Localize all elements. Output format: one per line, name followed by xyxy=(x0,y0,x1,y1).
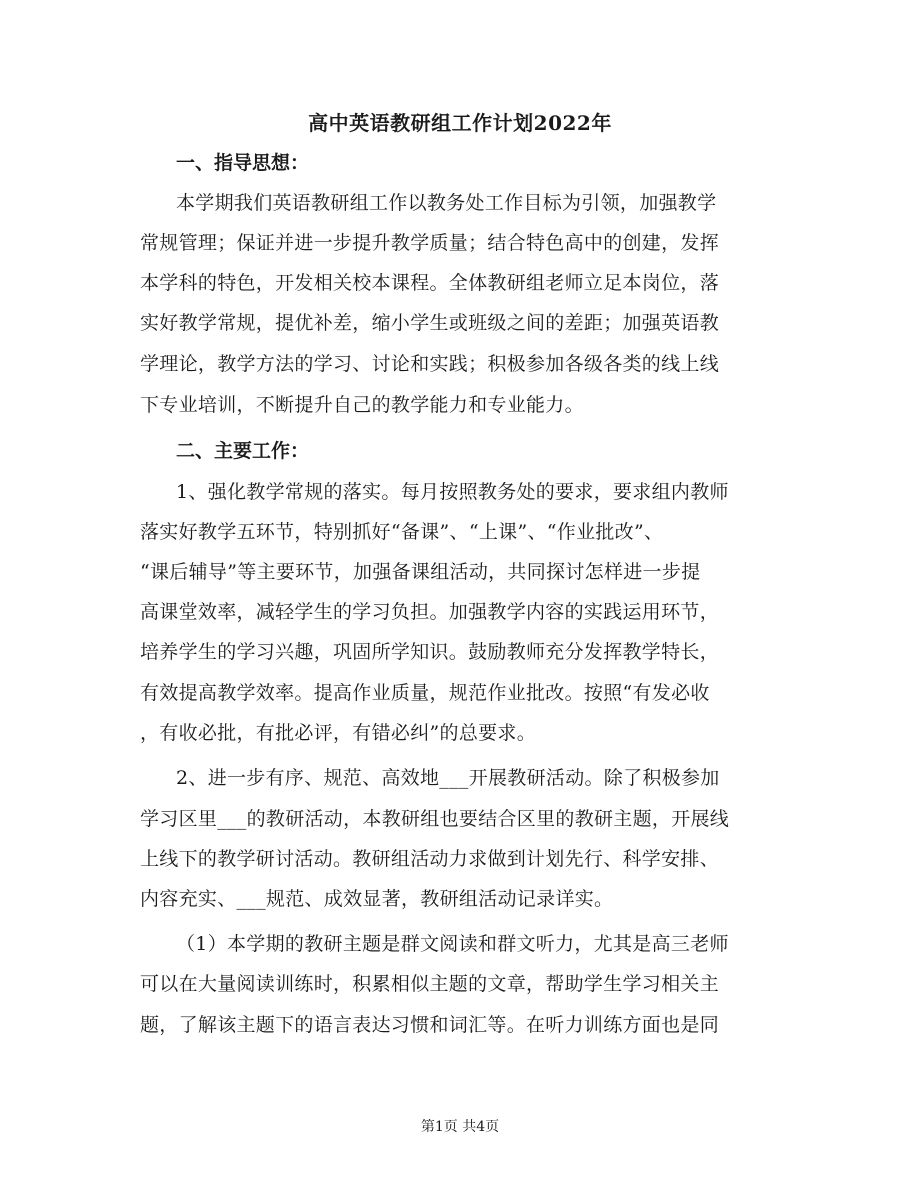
text-line: 1、强化教学常规的落实。每月按照教务处的要求，要求组内教师 xyxy=(176,481,729,503)
text-line: 学理论，教学方法的学习、讨论和实践；积极参加各级各类的线上线 xyxy=(140,353,720,375)
text-line: 落实好教学五环节，特别抓好“备课”、“上课”、“作业批改”、 xyxy=(140,521,664,543)
document-title: 高中英语教研组工作计划2022年 xyxy=(308,111,612,135)
text-line: 2、进一步有序、规范、高效地___开展教研活动。除了积极参加 xyxy=(176,767,720,789)
section-heading-guiding-ideology: 一、指导思想： xyxy=(176,152,310,174)
text-line: 有效提高教学效率。提高作业质量，规范作业批改。按照“有发必收 xyxy=(140,682,710,704)
text-line: “课后辅导”等主要环节，加强备课组活动，共同探讨怎样进一步提 xyxy=(140,561,701,583)
text-line: 培养学生的学习兴趣，巩固所学知识。鼓励教师充分发挥教学特长， xyxy=(140,641,720,663)
text-line: （1）本学期的教研主题是群文阅读和群文听力，尤其是高三老师 xyxy=(176,933,729,955)
text-line: 题，了解该主题下的语言表达习惯和词汇等。在听力训练方面也是同 xyxy=(140,1014,720,1036)
section-heading-main-work: 二、主要工作： xyxy=(176,440,310,462)
text-line: 学习区里___的教研活动，本教研组也要结合区里的教研主题，开展线 xyxy=(140,808,730,830)
text-line: 实好教学常规，提优补差，缩小学生或班级之间的差距；加强英语教 xyxy=(140,312,720,334)
text-line: 可以在大量阅读训练时，积累相似主题的文章，帮助学生学习相关主 xyxy=(140,973,720,995)
text-line: 本学科的特色，开发相关校本课程。全体教研组老师立足本岗位，落 xyxy=(140,272,720,294)
text-line: 上线下的教学研讨活动。教研组活动力求做到计划先行、科学安排、 xyxy=(140,848,720,870)
text-line: 高课堂效率，减轻学生的学习负担。加强教学内容的实践运用环节， xyxy=(140,601,720,623)
text-line: 下专业培训，不断提升自己的教学能力和专业能力。 xyxy=(140,394,584,416)
text-line: 本学期我们英语教研组工作以教务处工作目标为引领，加强教学 xyxy=(176,192,717,214)
text-line: 内容充实、___规范、成效显著，教研组活动记录详实。 xyxy=(140,888,614,910)
text-line: ，有收必批，有批必评，有错必纠”的总要求。 xyxy=(140,722,537,744)
text-line: 常规管理；保证并进一步提升教学质量；结合特色高中的创建，发挥 xyxy=(140,232,720,254)
page-footer: 第1页 共4页 xyxy=(420,1119,500,1135)
